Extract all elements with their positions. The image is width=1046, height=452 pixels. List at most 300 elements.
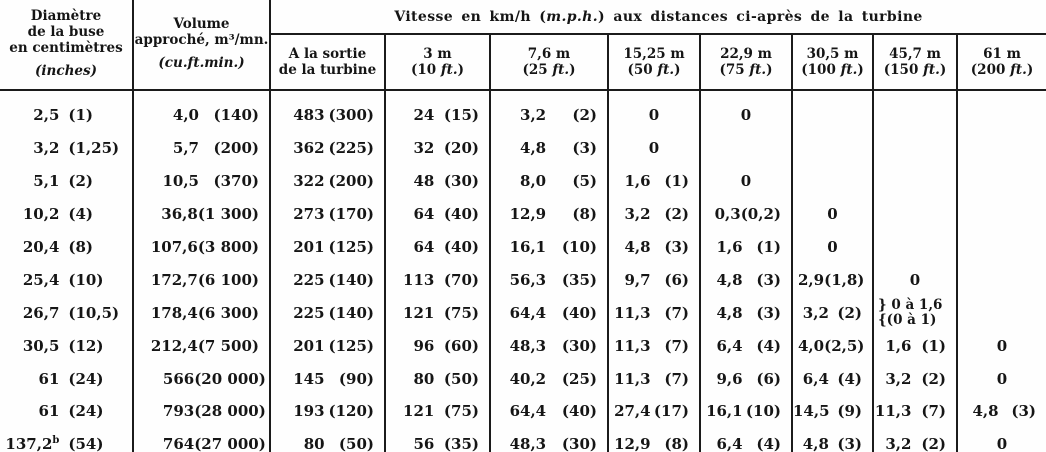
metric-value: 61 — [38, 402, 60, 421]
imperial-value: (7) — [664, 303, 689, 322]
imperial-value: (8) — [664, 435, 689, 452]
metric-value: 201 — [293, 336, 325, 355]
metric-value: 0 — [996, 435, 1008, 452]
table-cell — [873, 329, 957, 362]
table-cell — [133, 231, 270, 264]
metric-value: 1,6 — [716, 238, 743, 256]
table-cell — [0, 165, 133, 198]
group-header-text: Vitesse en km/h ( — [394, 8, 547, 25]
table-cell — [700, 132, 792, 165]
table-cell — [270, 362, 385, 395]
table-cell — [270, 165, 385, 198]
imperial-value: (15) — [443, 106, 479, 125]
imperial-value: (8) — [572, 205, 597, 224]
metric-value: 3,2 — [802, 303, 829, 322]
table-row — [0, 362, 1046, 395]
imperial-value: (120) — [328, 402, 374, 421]
table-cell — [957, 395, 1046, 428]
table-cell — [873, 231, 957, 264]
imperial-value: (35) — [443, 435, 479, 452]
col-header-distance-0: A la sortie de la turbine — [270, 34, 385, 90]
imperial-value: (2) — [837, 303, 862, 322]
table-row — [0, 90, 1046, 132]
volume-header-line: approché, m³/mn. — [134, 32, 269, 49]
metric-value: 121 — [403, 402, 435, 421]
metric-value: 16,1 — [706, 402, 743, 421]
diameter-header-inches: (inches) — [35, 62, 97, 79]
table-cell — [873, 296, 957, 329]
imperial-value: (7 500) — [197, 336, 259, 355]
metric-value: 362 — [293, 139, 325, 158]
table-cell — [385, 231, 490, 264]
table-cell — [957, 296, 1046, 329]
metric-value: 4,8 — [716, 270, 743, 289]
table-cell — [873, 198, 957, 231]
metric-value: 27,4 — [614, 402, 651, 421]
imperial-value: (225) — [328, 139, 374, 158]
metric-value: 3,2 — [520, 106, 547, 125]
imperial-value: (4) — [68, 205, 94, 224]
metric-value: 764 — [162, 435, 195, 452]
metric-value: 793 — [162, 402, 195, 421]
imperial-value: (20) — [443, 139, 479, 158]
table-cell — [490, 428, 608, 452]
metric-value: 8,0 — [520, 172, 547, 191]
imperial-value: (6) — [756, 369, 781, 388]
table-cell — [270, 428, 385, 452]
table-cell — [385, 329, 490, 362]
table-cell — [700, 231, 792, 264]
metric-value: 32 — [413, 139, 435, 158]
table-cell — [0, 198, 133, 231]
col-header-distance-7: 61 m (200 ft.) — [957, 34, 1046, 90]
table-cell — [490, 198, 608, 231]
table-row — [0, 395, 1046, 428]
table-cell — [957, 362, 1046, 395]
col-header-distance-5: 30,5 m (100 ft.) — [792, 34, 873, 90]
metric-value: 0 — [996, 336, 1008, 355]
table-cell — [700, 296, 792, 329]
imperial-value: (2) — [921, 369, 946, 388]
imperial-value: (60) — [443, 336, 479, 355]
imperial-value: (30) — [443, 172, 479, 191]
table-cell — [792, 329, 873, 362]
metric-value: 26,7 — [22, 303, 60, 322]
imperial-value: (28 000) — [194, 402, 266, 421]
metric-value: 56,3 — [509, 270, 547, 289]
imperial-value: (1) — [68, 106, 94, 125]
table-cell — [792, 428, 873, 452]
table-cell — [873, 90, 957, 132]
table-cell — [0, 362, 133, 395]
metric-value: 3,2 — [624, 205, 651, 224]
diameter-header-line: de la buse — [27, 24, 105, 41]
table-cell — [490, 329, 608, 362]
table-cell — [700, 165, 792, 198]
table-cell — [957, 329, 1046, 362]
group-header-text: ) aux distances ci-après de la turbine — [598, 8, 923, 25]
imperial-value: (370) — [213, 172, 259, 191]
table-cell — [608, 90, 700, 132]
table-cell — [490, 132, 608, 165]
imperial-value: (3) — [1011, 402, 1037, 421]
metric-value: 11,3 — [614, 303, 651, 322]
imperial-value: (5) — [572, 172, 597, 191]
imperial-value: (170) — [328, 205, 374, 224]
table-cell — [0, 329, 133, 362]
metric-value: 145 — [293, 369, 325, 388]
table-cell — [608, 428, 700, 452]
imperial-value: (4) — [837, 369, 862, 388]
metric-value: 61 — [38, 369, 60, 388]
metric-value: 64,4 — [509, 303, 547, 322]
table-row — [0, 428, 1046, 452]
imperial-value: (3) — [837, 435, 862, 452]
table-cell — [792, 231, 873, 264]
table-cell — [0, 428, 133, 452]
metric-value: 273 — [293, 205, 325, 224]
table-cell — [957, 231, 1046, 264]
group-header-mph: m.p.h. — [546, 8, 599, 25]
table-cell — [270, 296, 385, 329]
table-cell — [133, 296, 270, 329]
imperial-value: (4) — [756, 336, 781, 355]
metric-value: 0 — [909, 270, 921, 289]
metric-value: 4,8 — [802, 435, 829, 452]
metric-value: 0 — [827, 238, 838, 256]
imperial-value: (2,5) — [824, 336, 865, 355]
col-header-distance-4: 22,9 m (75 ft.) — [700, 34, 792, 90]
imperial-value: (8) — [68, 238, 94, 256]
metric-value: 25,4 — [22, 270, 60, 289]
imperial-value: (1 300) — [197, 205, 259, 224]
metric-value: 212,4 — [150, 336, 198, 355]
table-cell — [270, 395, 385, 428]
table-cell — [608, 231, 700, 264]
imperial-value: (90) — [338, 369, 374, 388]
imperial-value: (70) — [443, 270, 479, 289]
metric-value: 36,8 — [161, 205, 198, 224]
imperial-value: (3) — [664, 238, 689, 256]
table-cell — [133, 263, 270, 296]
imperial-value: (7) — [921, 402, 946, 421]
metric-value: 10,5 — [162, 172, 199, 191]
col-header-distance-2: 7,6 m (25 ft.) — [490, 34, 608, 90]
metric-value: 80 — [303, 435, 325, 452]
metric-value: 64,4 — [509, 402, 547, 421]
table-cell — [608, 296, 700, 329]
table-cell — [792, 395, 873, 428]
imperial-value: (1,8) — [824, 270, 865, 289]
table-cell — [608, 165, 700, 198]
table-cell — [873, 395, 957, 428]
metric-value: 5,7 — [172, 139, 199, 158]
imperial-value: (6 100) — [197, 270, 259, 289]
table-cell — [957, 132, 1046, 165]
table-cell — [133, 165, 270, 198]
metric-value: 225 — [293, 303, 325, 322]
metric-value: 11,3 — [614, 369, 651, 388]
imperial-value: (9) — [837, 402, 862, 421]
table-cell — [608, 198, 700, 231]
imperial-value: (24) — [68, 402, 104, 421]
metric-value: 0 — [740, 172, 752, 191]
table-cell — [792, 263, 873, 296]
table-cell — [0, 263, 133, 296]
col-header-distance-6: 45,7 m (150 ft.) — [873, 34, 957, 90]
imperial-value: (3) — [756, 303, 781, 322]
imperial-value: (75) — [443, 402, 479, 421]
imperial-value: (10) — [68, 270, 104, 289]
metric-value: 40,2 — [509, 369, 547, 388]
table-cell — [133, 428, 270, 452]
table-cell — [608, 132, 700, 165]
imperial-value: (30) — [561, 435, 597, 452]
metric-value: 6,4 — [716, 435, 743, 452]
table-cell — [957, 263, 1046, 296]
table-cell — [385, 263, 490, 296]
table-cell — [608, 263, 700, 296]
table-cell — [873, 165, 957, 198]
metric-value: 4,0 — [172, 106, 199, 125]
table-cell — [270, 132, 385, 165]
metric-value: 4,8 — [520, 139, 547, 158]
metric-value: 172,7 — [150, 270, 198, 289]
imperial-value: (40) — [561, 303, 597, 322]
table-cell — [490, 165, 608, 198]
col-header-diameter — [0, 0, 133, 90]
table-cell — [270, 329, 385, 362]
metric-value: 9,7 — [624, 270, 651, 289]
imperial-value: (12) — [68, 336, 104, 355]
table-cell — [873, 428, 957, 452]
metric-value: 64 — [413, 205, 435, 224]
imperial-value: (40) — [443, 205, 479, 224]
metric-value: 96 — [413, 336, 435, 355]
imperial-value: (50) — [338, 435, 374, 452]
metric-value: 56 — [413, 435, 435, 452]
table-cell — [385, 165, 490, 198]
metric-value: 201 — [293, 238, 325, 256]
table-cell — [490, 362, 608, 395]
imperial-value: (6) — [664, 270, 689, 289]
imperial-value: (1,25) — [68, 139, 120, 158]
table-cell — [608, 329, 700, 362]
metric-value: 193 — [293, 402, 325, 421]
metric-value: 6,4 — [802, 369, 829, 388]
metric-value: 322 — [293, 172, 325, 191]
table-cell — [385, 132, 490, 165]
metric-value: 48,3 — [509, 336, 547, 355]
table-cell — [792, 165, 873, 198]
imperial-value: (140) — [328, 303, 374, 322]
table-cell — [792, 132, 873, 165]
imperial-value: (2) — [68, 172, 94, 191]
metric-value: 24 — [413, 106, 435, 125]
metric-value: 3,2 — [885, 369, 912, 388]
metric-value: 64 — [413, 238, 435, 256]
table-cell — [490, 231, 608, 264]
imperial-value: (27 000) — [194, 435, 266, 452]
table-cell — [270, 231, 385, 264]
col-header-distance-3: 15,25 m (50 ft.) — [608, 34, 700, 90]
metric-value: 0 — [996, 369, 1008, 388]
table-cell — [490, 395, 608, 428]
table-cell — [385, 362, 490, 395]
table-cell — [700, 263, 792, 296]
imperial-value: (200) — [213, 139, 259, 158]
metric-value: 3,2 — [885, 435, 912, 452]
imperial-value: (24) — [68, 369, 104, 388]
table-cell — [385, 395, 490, 428]
table-cell — [957, 198, 1046, 231]
imperial-value: (40) — [443, 238, 479, 256]
imperial-value: (0,2) — [740, 205, 781, 224]
table-cell — [270, 263, 385, 296]
imperial-value: (200) — [328, 172, 374, 191]
metric-value: 10,2 — [22, 205, 60, 224]
metric-value: 0 — [648, 106, 660, 125]
table-cell — [133, 198, 270, 231]
metric-value: 48,3 — [509, 435, 547, 452]
table-cell — [385, 90, 490, 132]
volume-header-cuft: (cu.ft.min.) — [158, 54, 245, 71]
table-cell — [270, 198, 385, 231]
table-cell — [700, 329, 792, 362]
imperial-value: (6 300) — [197, 303, 259, 322]
table-cell — [957, 90, 1046, 132]
imperial-value: (7) — [664, 369, 689, 388]
metric-value: 0 — [648, 139, 660, 158]
metric-value: 80 — [413, 369, 435, 388]
imperial-value: (3 800) — [197, 238, 259, 256]
metric-value: 178,4 — [150, 303, 198, 322]
metric-value: 9,6 — [716, 369, 743, 388]
group-header-velocity — [270, 0, 1046, 34]
table-cell — [700, 362, 792, 395]
metric-value: 137,2$^b$ — [5, 435, 60, 452]
metric-value: 12,9 — [614, 435, 651, 452]
range-value: } 0 à 1,6 {(0 à 1) — [878, 296, 943, 328]
metric-value: 11,3 — [874, 402, 912, 421]
table-cell — [792, 362, 873, 395]
table-row — [0, 198, 1046, 231]
col-header-volume — [133, 0, 270, 90]
col-header-distance-1: 3 m (10 ft.) — [385, 34, 490, 90]
table-cell — [700, 428, 792, 452]
imperial-value: (1) — [664, 172, 689, 191]
imperial-value: (140) — [328, 270, 374, 289]
table-cell — [873, 263, 957, 296]
imperial-value: (50) — [443, 369, 479, 388]
metric-value: 0,3 — [714, 205, 741, 224]
metric-value: 107,6 — [150, 238, 198, 256]
imperial-value: (125) — [328, 336, 374, 355]
metric-value: 5,1 — [33, 172, 60, 191]
table-cell — [792, 198, 873, 231]
metric-value: 4,8 — [624, 238, 651, 256]
table-cell — [873, 362, 957, 395]
volume-header-line: Volume — [173, 16, 230, 33]
table-cell — [792, 90, 873, 132]
metric-value: 1,6 — [624, 172, 651, 191]
table-cell — [385, 198, 490, 231]
table-cell — [700, 395, 792, 428]
table-cell — [133, 90, 270, 132]
table-cell — [0, 231, 133, 264]
imperial-value: (2) — [921, 435, 946, 452]
table-row — [0, 296, 1046, 329]
table-cell — [133, 395, 270, 428]
table-cell — [0, 90, 133, 132]
table-cell — [957, 428, 1046, 452]
table-cell — [490, 296, 608, 329]
imperial-value: (10) — [561, 238, 597, 256]
imperial-value: (10) — [745, 402, 781, 421]
metric-value: 2,9 — [797, 270, 825, 289]
table-cell — [133, 132, 270, 165]
table-cell — [270, 90, 385, 132]
table-cell — [385, 296, 490, 329]
table-cell — [0, 132, 133, 165]
metric-value: 1,6 — [885, 336, 912, 355]
metric-value: 20,4 — [22, 238, 60, 256]
table-row — [0, 132, 1046, 165]
metric-value: 3,2 — [33, 139, 60, 158]
imperial-value: (3) — [756, 270, 781, 289]
metric-value: 0 — [827, 205, 838, 224]
table-cell — [0, 296, 133, 329]
metric-value: 14,5 — [793, 402, 830, 421]
metric-value: 113 — [403, 270, 435, 289]
imperial-value: (3) — [572, 139, 597, 158]
table-cell — [490, 263, 608, 296]
table-cell — [133, 362, 270, 395]
imperial-value: (30) — [561, 336, 597, 355]
diameter-header-line: en centimètres — [9, 40, 123, 56]
metric-value: 48 — [413, 172, 435, 191]
imperial-value: (1) — [921, 336, 946, 355]
imperial-value: (7) — [664, 336, 689, 355]
table-row — [0, 329, 1046, 362]
imperial-value: (2) — [664, 205, 689, 224]
table-cell — [873, 132, 957, 165]
imperial-value: (4) — [756, 435, 781, 452]
imperial-value: (75) — [443, 303, 479, 322]
metric-value: 6,4 — [716, 336, 743, 355]
metric-value: 2,5 — [33, 106, 60, 125]
table-row — [0, 231, 1046, 264]
table-cell — [957, 165, 1046, 198]
table-cell — [608, 395, 700, 428]
table-row — [0, 263, 1046, 296]
table-row — [0, 165, 1046, 198]
imperial-value: (54) — [68, 435, 104, 452]
metric-value: 4,8 — [716, 303, 743, 322]
imperial-value: (125) — [328, 238, 374, 256]
table-cell — [700, 198, 792, 231]
imperial-value: (1) — [756, 238, 781, 256]
metric-value: 16,1 — [509, 238, 547, 256]
table-cell — [0, 395, 133, 428]
imperial-value: (35) — [561, 270, 597, 289]
imperial-value: (20 000) — [194, 369, 266, 388]
metric-value: 12,9 — [509, 205, 547, 224]
table-cell — [700, 90, 792, 132]
metric-value: 4,8 — [972, 402, 999, 421]
table-cell — [385, 428, 490, 452]
metric-value: 11,3 — [614, 336, 651, 355]
